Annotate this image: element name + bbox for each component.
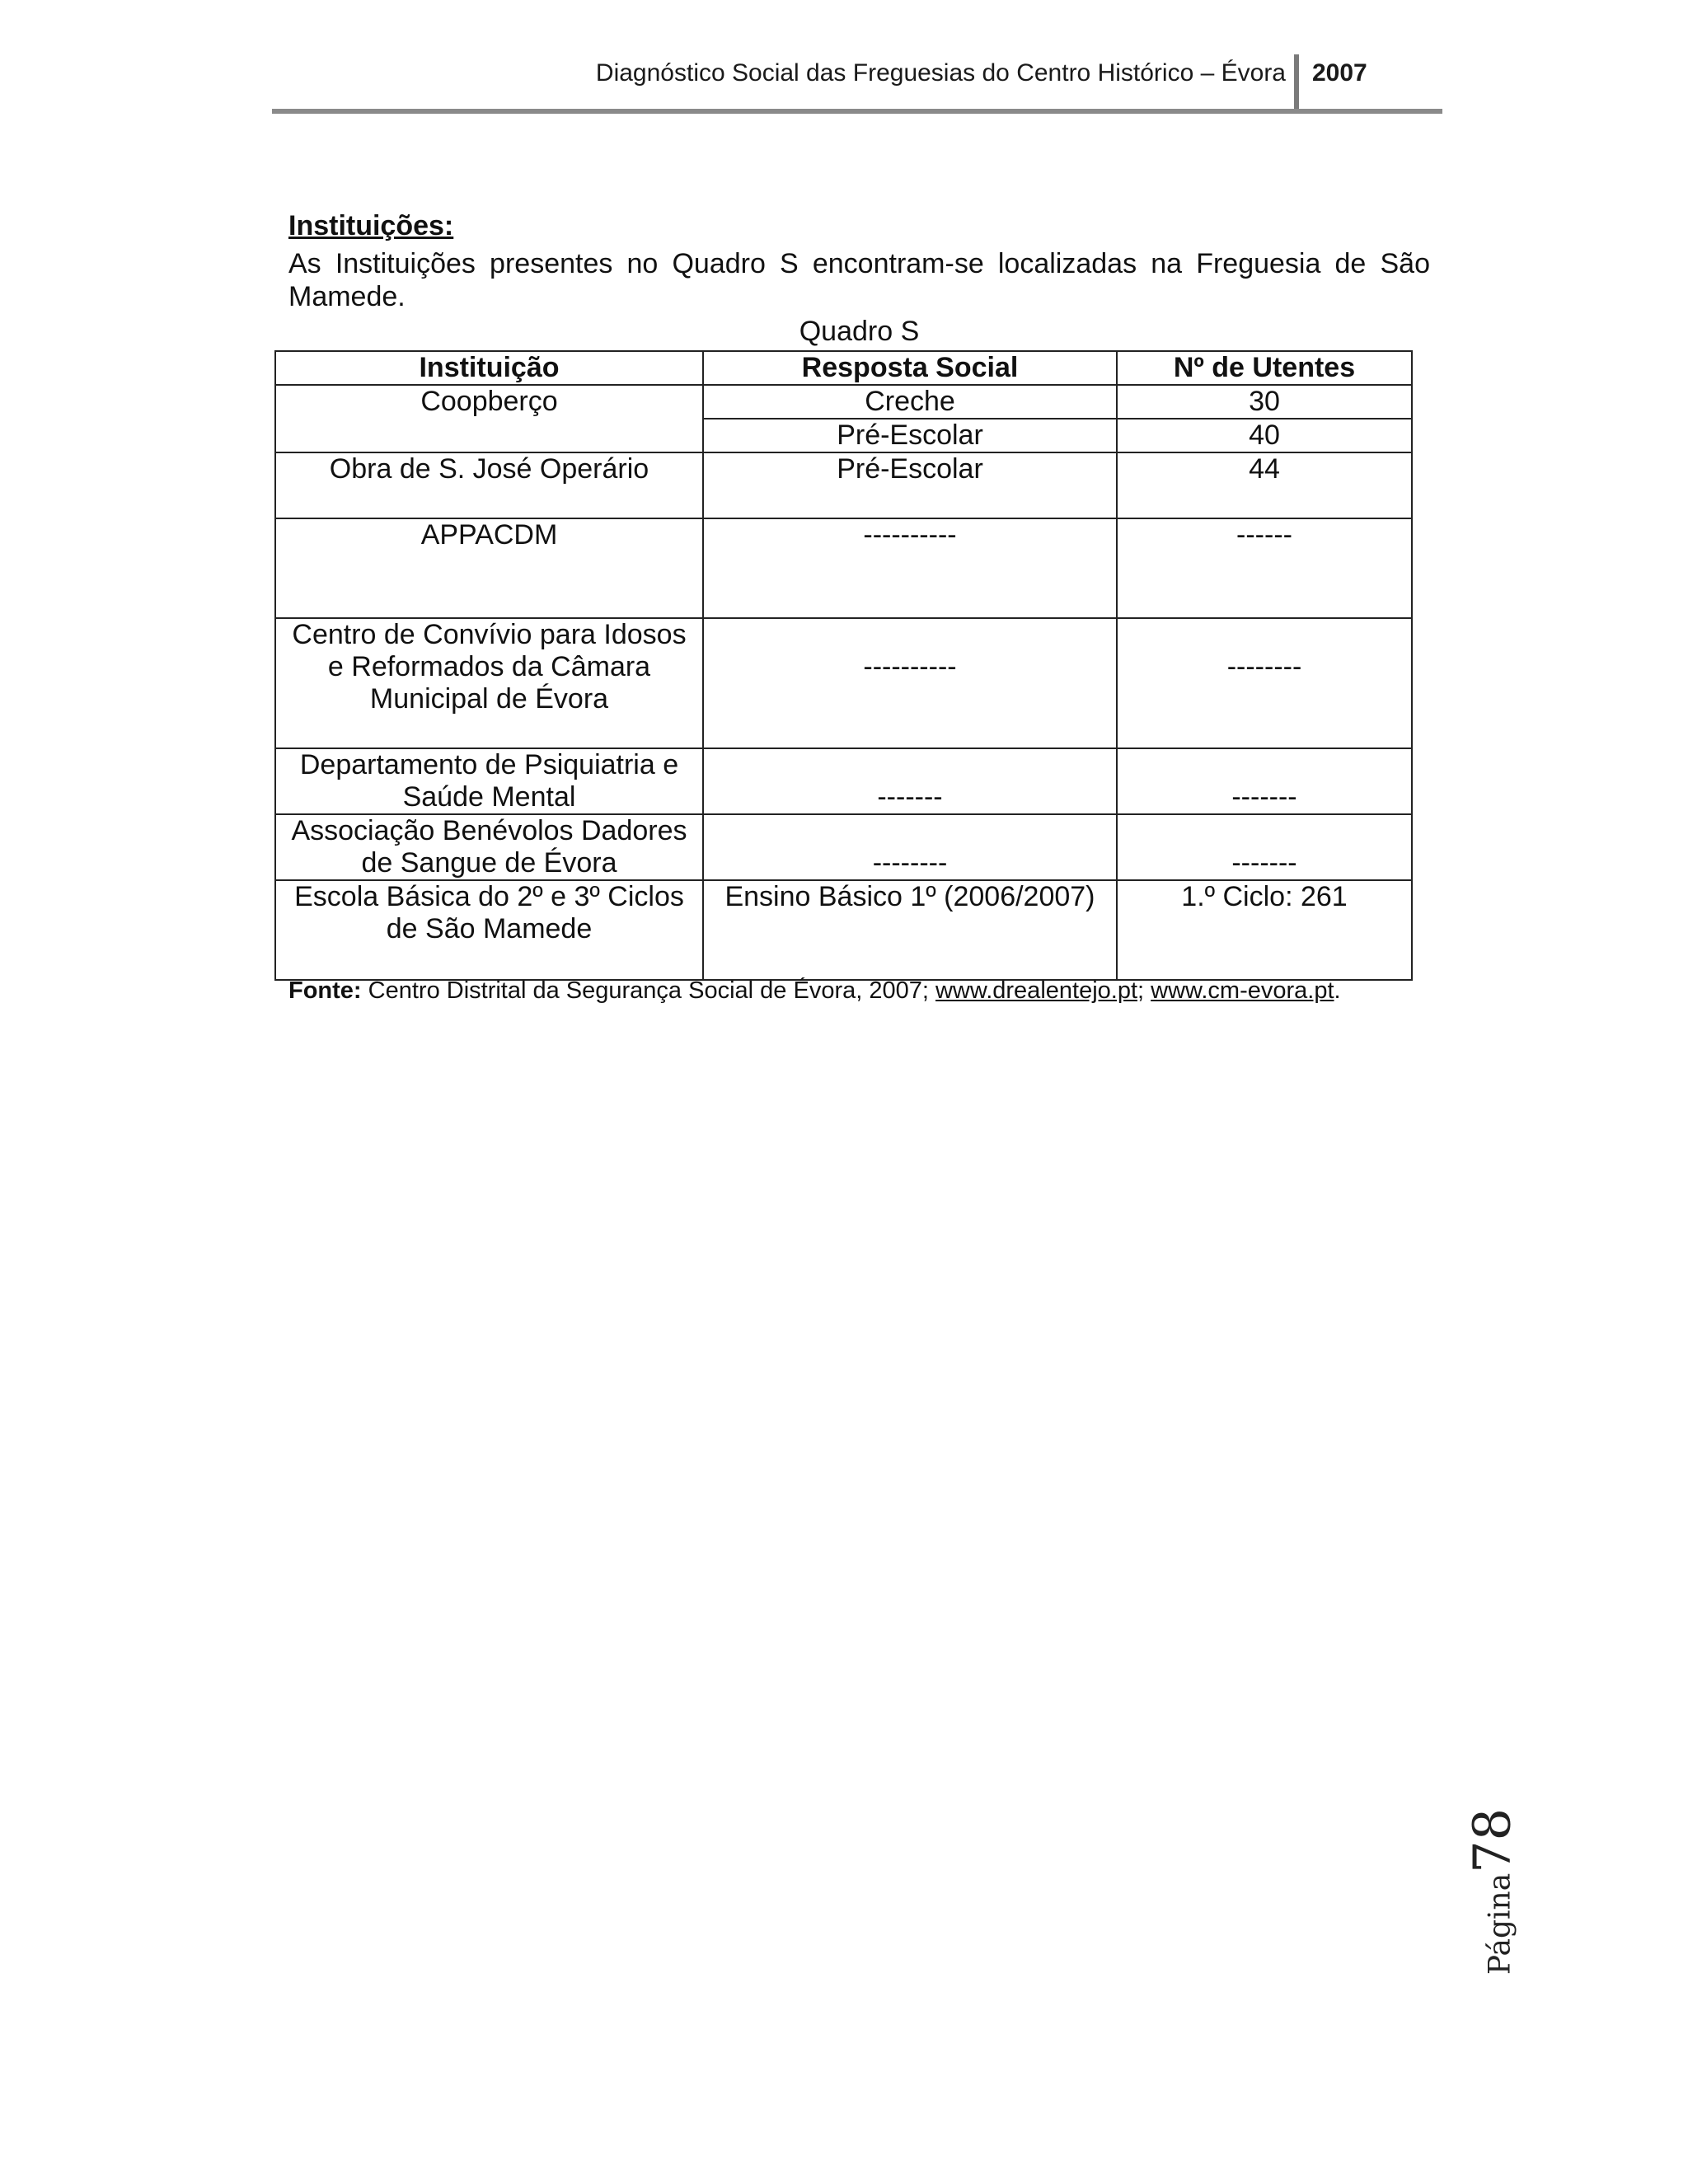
header-institution: Instituição — [275, 351, 703, 385]
institution-line: e Reformados da Câmara — [327, 651, 651, 682]
table-row — [275, 618, 1412, 748]
section-content — [288, 210, 1430, 347]
table-source — [288, 977, 1341, 1005]
institution-cell — [275, 618, 703, 748]
institutions-table — [274, 350, 1413, 981]
header-social-response: Resposta Social — [703, 351, 1117, 385]
institution-line: Saúde Mental — [402, 781, 576, 813]
section-heading: Instituições: — [288, 210, 454, 241]
users-cell: 30 — [1117, 385, 1412, 419]
header-user-count: Nº de Utentes — [1117, 351, 1412, 385]
table-header-row — [275, 351, 1412, 385]
users-cell: 1.º Ciclo: 261 — [1117, 880, 1412, 980]
institution-cell — [275, 814, 703, 880]
table-row — [275, 518, 1412, 618]
table-row — [275, 748, 1412, 814]
source-link-drealentejo[interactable]: www.drealentejo.pt — [935, 977, 1138, 1004]
institution-line: Associação Benévolos Dadores — [291, 815, 687, 846]
page-number — [1451, 1809, 1533, 1974]
response-cell: Creche — [703, 385, 1117, 419]
institution-line: Departamento de Psiquiatria e — [299, 749, 679, 780]
response-cell: Pré-Escolar — [703, 419, 1117, 452]
institution-line: de Sangue de Évora — [361, 847, 617, 879]
response-cell: Ensino Básico 1º (2006/2007) — [703, 880, 1117, 980]
institution-cell: APPACDM — [275, 518, 703, 618]
document-year: 2007 — [1312, 59, 1367, 87]
users-cell: ------ — [1117, 518, 1412, 618]
source-separator: ; — [1137, 977, 1151, 1004]
header-divider — [1294, 54, 1299, 109]
response-cell: ---------- — [703, 618, 1117, 748]
users-cell: 40 — [1117, 419, 1412, 452]
institution-line: Municipal de Évora — [369, 683, 609, 715]
table-row — [275, 814, 1412, 880]
header-rule — [272, 109, 1442, 114]
users-cell: 44 — [1117, 452, 1412, 518]
page-label: Página — [1483, 1872, 1517, 1975]
response-cell: ------- — [703, 748, 1117, 814]
source-link-cm-evora[interactable]: www.cm-evora.pt — [1151, 977, 1334, 1004]
users-cell: ------- — [1117, 814, 1412, 880]
institution-cell: Coopberço — [275, 385, 703, 452]
institution-cell — [275, 880, 703, 980]
source-label: Fonte: — [288, 977, 362, 1004]
source-end: . — [1334, 977, 1341, 1004]
intro-paragraph: As Instituições presentes no Quadro S encontram-se localizadas na Freguesia de São Mamede. — [288, 248, 1430, 312]
table-row — [275, 880, 1412, 980]
response-cell: -------- — [703, 814, 1117, 880]
response-cell: Pré-Escolar — [703, 452, 1117, 518]
institutions-table-wrapper — [274, 350, 1411, 981]
table-caption: Quadro S — [799, 316, 920, 347]
institution-cell — [275, 748, 703, 814]
document-title: Diagnóstico Social das Freguesias do Centro Histórico – Évora — [595, 59, 1286, 87]
table-row — [275, 385, 1412, 419]
page-number-value: 78 — [1461, 1807, 1522, 1873]
response-cell: ---------- — [703, 518, 1117, 618]
users-cell: -------- — [1117, 618, 1412, 748]
source-text: Centro Distrital da Segurança Social de Évora, 2007; — [361, 977, 935, 1004]
table-row — [275, 452, 1412, 518]
institution-cell: Obra de S. José Operário — [275, 452, 703, 518]
institution-line: Centro de Convívio para Idosos — [292, 619, 687, 650]
institution-line: de São Mamede — [386, 913, 593, 944]
page-header — [272, 48, 1442, 114]
institution-line: Escola Básica do 2º e 3º Ciclos — [294, 881, 684, 912]
users-cell: ------- — [1117, 748, 1412, 814]
